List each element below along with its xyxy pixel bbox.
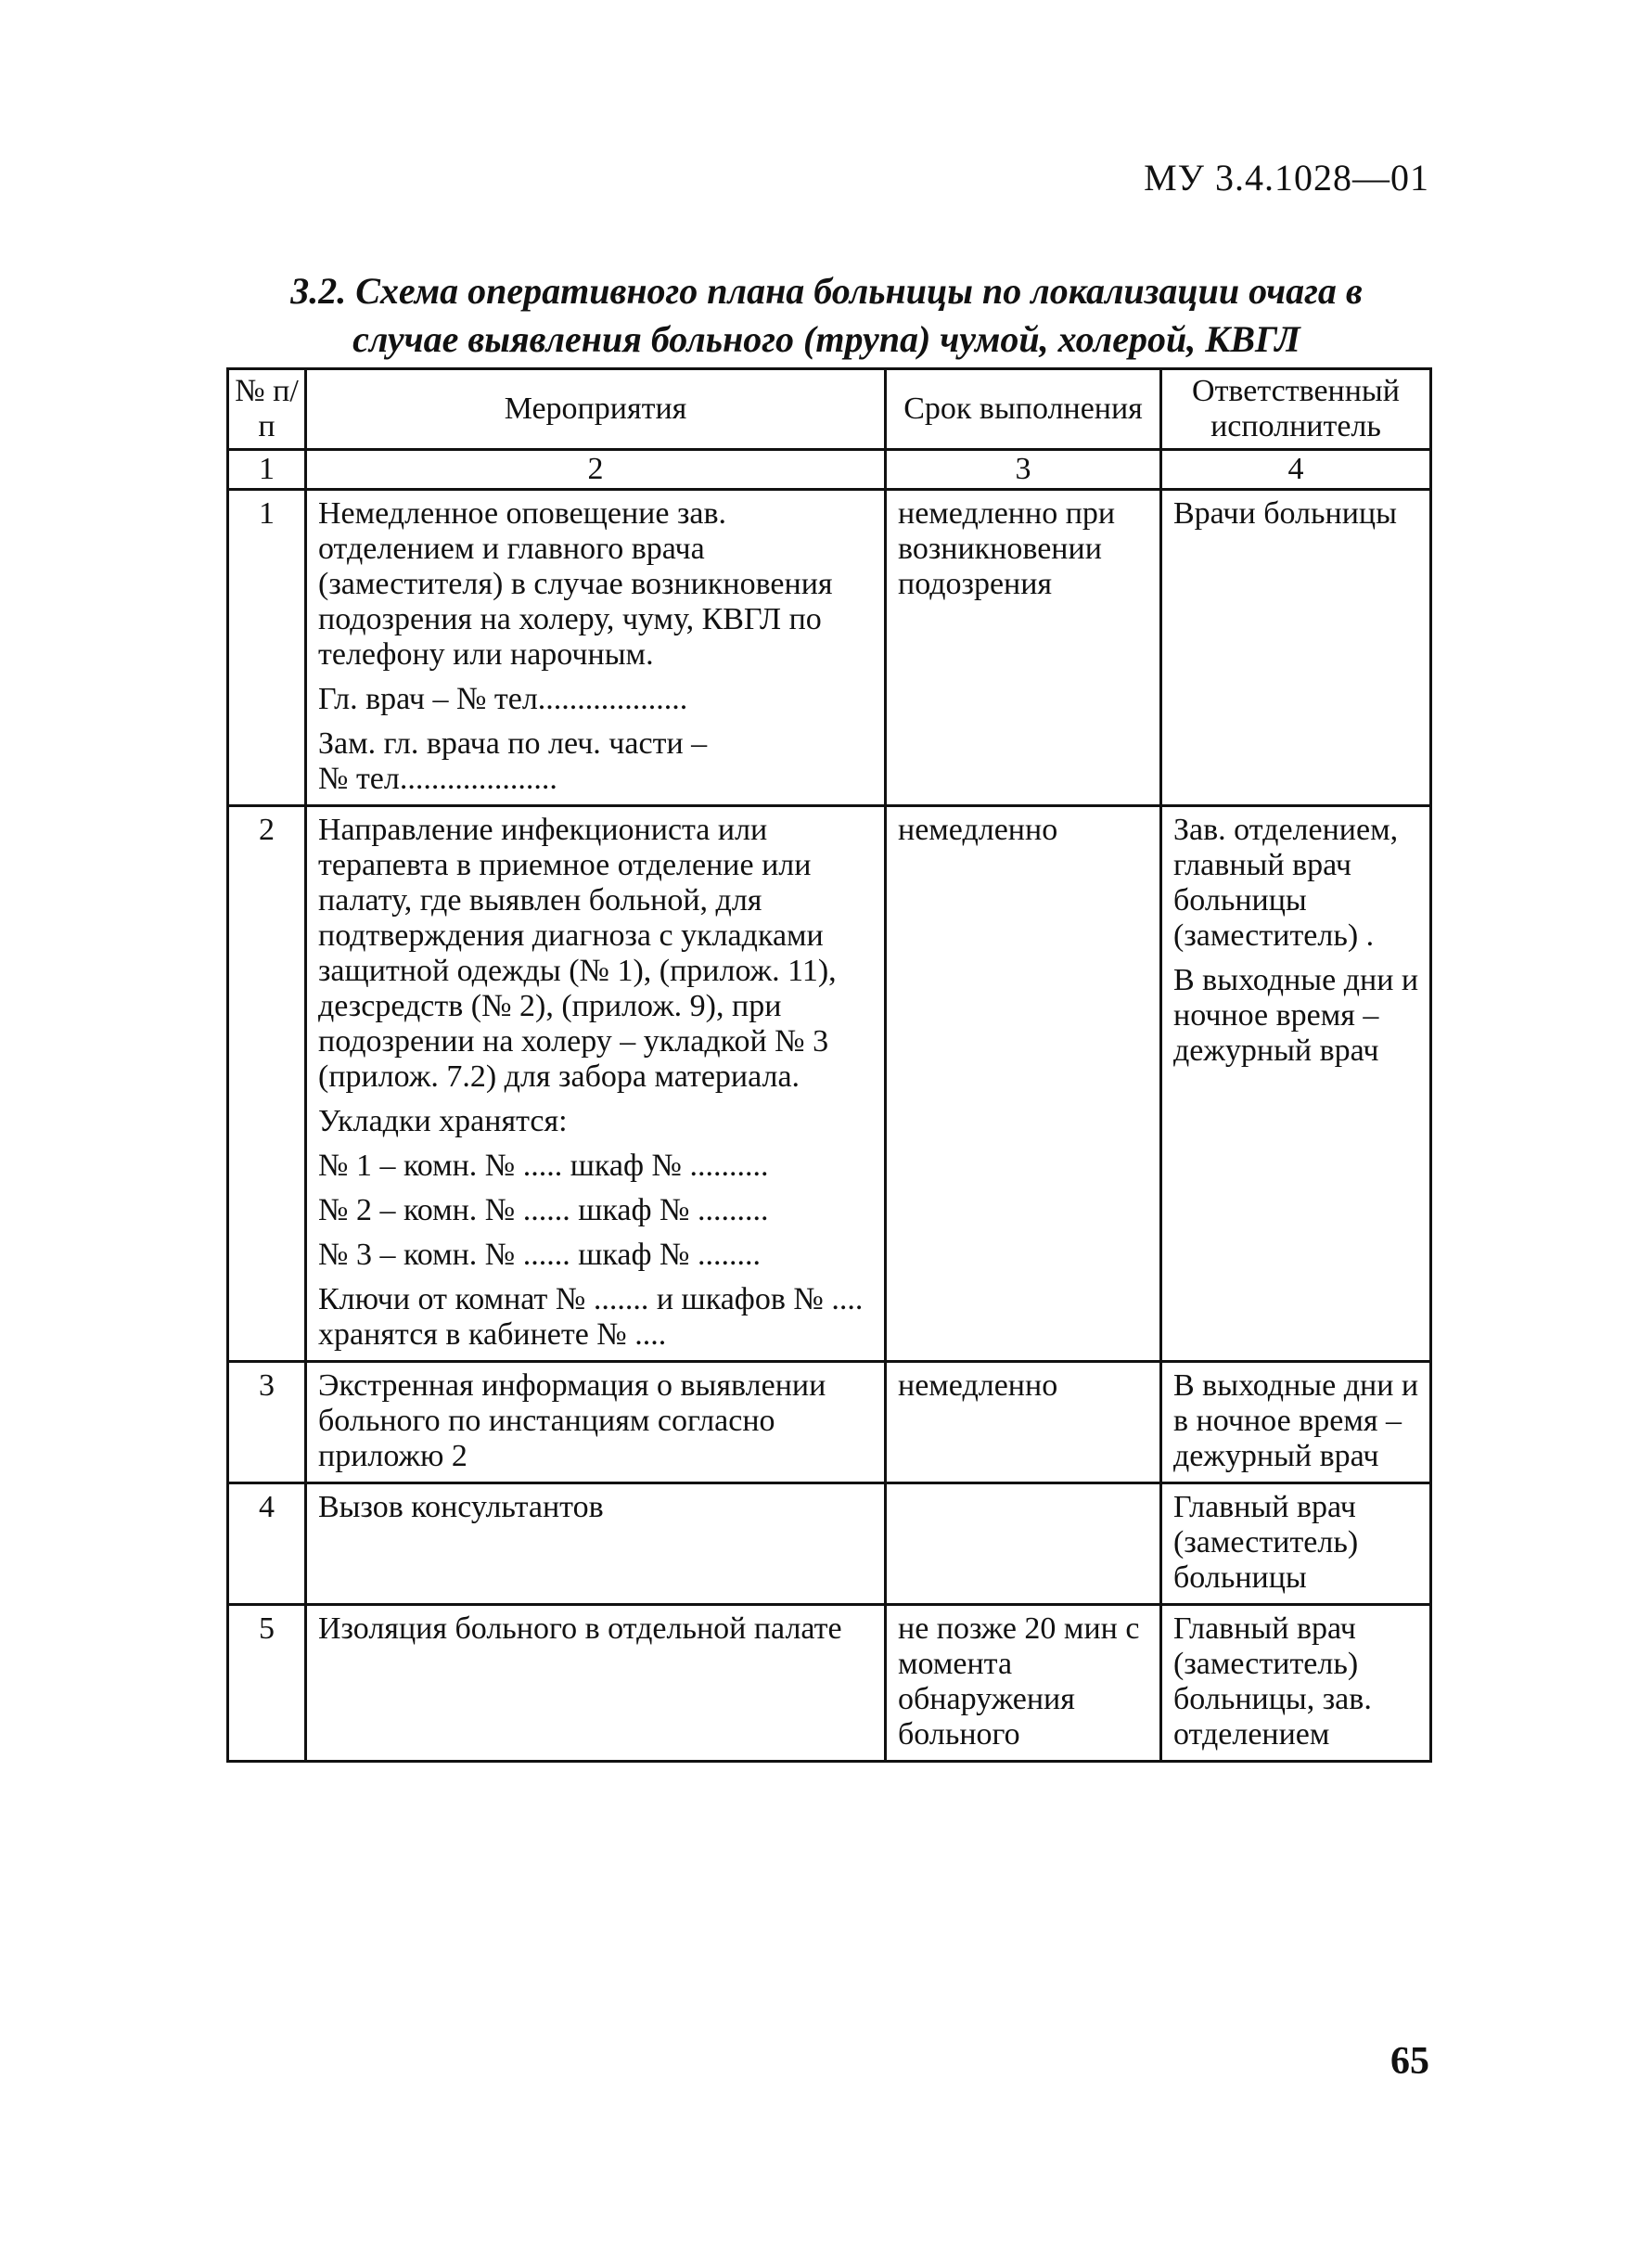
row-number: 4 bbox=[228, 1483, 306, 1605]
activity-text: Укладки хранятся: bbox=[318, 1104, 568, 1138]
activity-cell bbox=[306, 1362, 886, 1483]
table-header-row bbox=[228, 369, 1431, 450]
activity-cell bbox=[306, 1605, 886, 1762]
header-deadline: Срок выполнения bbox=[886, 369, 1161, 450]
table-row bbox=[228, 1605, 1431, 1762]
activity-text: Изоляция больного в отдельной палате bbox=[318, 1611, 842, 1646]
activity-text: Направление инфекциониста или терапевта в приемное отделение или палату, где выявлен больной, для подтверждения диагноза с укладками защитной одежды (№ 1), (прилож. 11), дезсредств (№ 2), (прилож. 9), при подозрении на холеру – укладкой № 3 (прилож. 7.2) для забора материала. bbox=[318, 813, 837, 1094]
activity-text: Ключи от комнат № ....... и шкафов № .... хранятся в кабинете № .... bbox=[318, 1282, 864, 1352]
row-number: 5 bbox=[228, 1605, 306, 1762]
header-activity: Мероприятия bbox=[306, 369, 886, 450]
table-row bbox=[228, 1362, 1431, 1483]
deadline-cell: немедленно bbox=[886, 1362, 1161, 1483]
activity-cell bbox=[306, 806, 886, 1362]
responsible-cell bbox=[1161, 806, 1431, 1362]
activity-text: № 1 – комн. № ..... шкаф № .......... bbox=[318, 1149, 769, 1183]
activity-text: № тел.................... bbox=[318, 762, 557, 796]
activity-cell bbox=[306, 490, 886, 806]
activity-text: № 2 – комн. № ...... шкаф № ......... bbox=[318, 1193, 769, 1227]
section-title bbox=[228, 267, 1425, 364]
header-num: № п/п bbox=[228, 369, 306, 450]
section-title-line-2: случае выявления больного (трупа) чумой, холерой, КВГЛ bbox=[352, 318, 1300, 360]
responsible-cell bbox=[1161, 1605, 1431, 1762]
column-number-3: 3 bbox=[886, 450, 1161, 490]
responsible-cell bbox=[1161, 1483, 1431, 1605]
row-number: 1 bbox=[228, 490, 306, 806]
page-number: 65 bbox=[1390, 2040, 1429, 2083]
deadline-cell: немедленно при возникновении подозрения bbox=[886, 490, 1161, 806]
responsible-text: В выходные дни и в ночное время – дежурный врач bbox=[1173, 1368, 1419, 1473]
document-code: МУ 3.4.1028—01 bbox=[1144, 157, 1429, 199]
header-responsible: Ответственный исполнитель bbox=[1161, 369, 1431, 450]
table-row bbox=[228, 490, 1431, 806]
deadline-cell bbox=[886, 1483, 1161, 1605]
section-title-line-1: 3.2. Схема оперативного плана больницы по локализации очага в bbox=[290, 270, 1363, 312]
activity-text: Немедленное оповещение зав. отделением и главного врача (заместителя) в случае возникновения подозрения на холеру, чуму, КВГЛ по телефону или нарочным. bbox=[318, 496, 833, 672]
column-number-1: 1 bbox=[228, 450, 306, 490]
responsible-text: Главный врач (заместитель) больницы bbox=[1173, 1490, 1359, 1595]
responsible-text: Зав. отделением, главный врач больницы (заместитель) . bbox=[1173, 813, 1399, 953]
table-row bbox=[228, 806, 1431, 1362]
deadline-cell: не позже 20 мин с момента обнаружения больного bbox=[886, 1605, 1161, 1762]
activity-text: Гл. врач – № тел................... bbox=[318, 682, 688, 716]
responsible-text: В выходные дни и ночное время – дежурный врач bbox=[1173, 963, 1419, 1068]
responsible-cell bbox=[1161, 490, 1431, 806]
activity-text: Экстренная информация о выявлении больного по инстанциям согласно приложю 2 bbox=[318, 1368, 826, 1473]
table-row bbox=[228, 1483, 1431, 1605]
column-number-row bbox=[228, 450, 1431, 490]
responsible-text: Главный врач (заместитель) больницы, зав. отделением bbox=[1173, 1611, 1372, 1752]
activity-text: Вызов консультантов bbox=[318, 1490, 604, 1524]
column-number-4: 4 bbox=[1161, 450, 1431, 490]
activity-text: Зам. гл. врача по леч. части – bbox=[318, 726, 708, 761]
activity-cell bbox=[306, 1483, 886, 1605]
operational-plan-table bbox=[226, 367, 1432, 1763]
responsible-text: Врачи больницы bbox=[1173, 496, 1397, 531]
deadline-cell: немедленно bbox=[886, 806, 1161, 1362]
responsible-cell bbox=[1161, 1362, 1431, 1483]
row-number: 3 bbox=[228, 1362, 306, 1483]
activity-text: № 3 – комн. № ...... шкаф № ........ bbox=[318, 1238, 761, 1272]
column-number-2: 2 bbox=[306, 450, 886, 490]
row-number: 2 bbox=[228, 806, 306, 1362]
